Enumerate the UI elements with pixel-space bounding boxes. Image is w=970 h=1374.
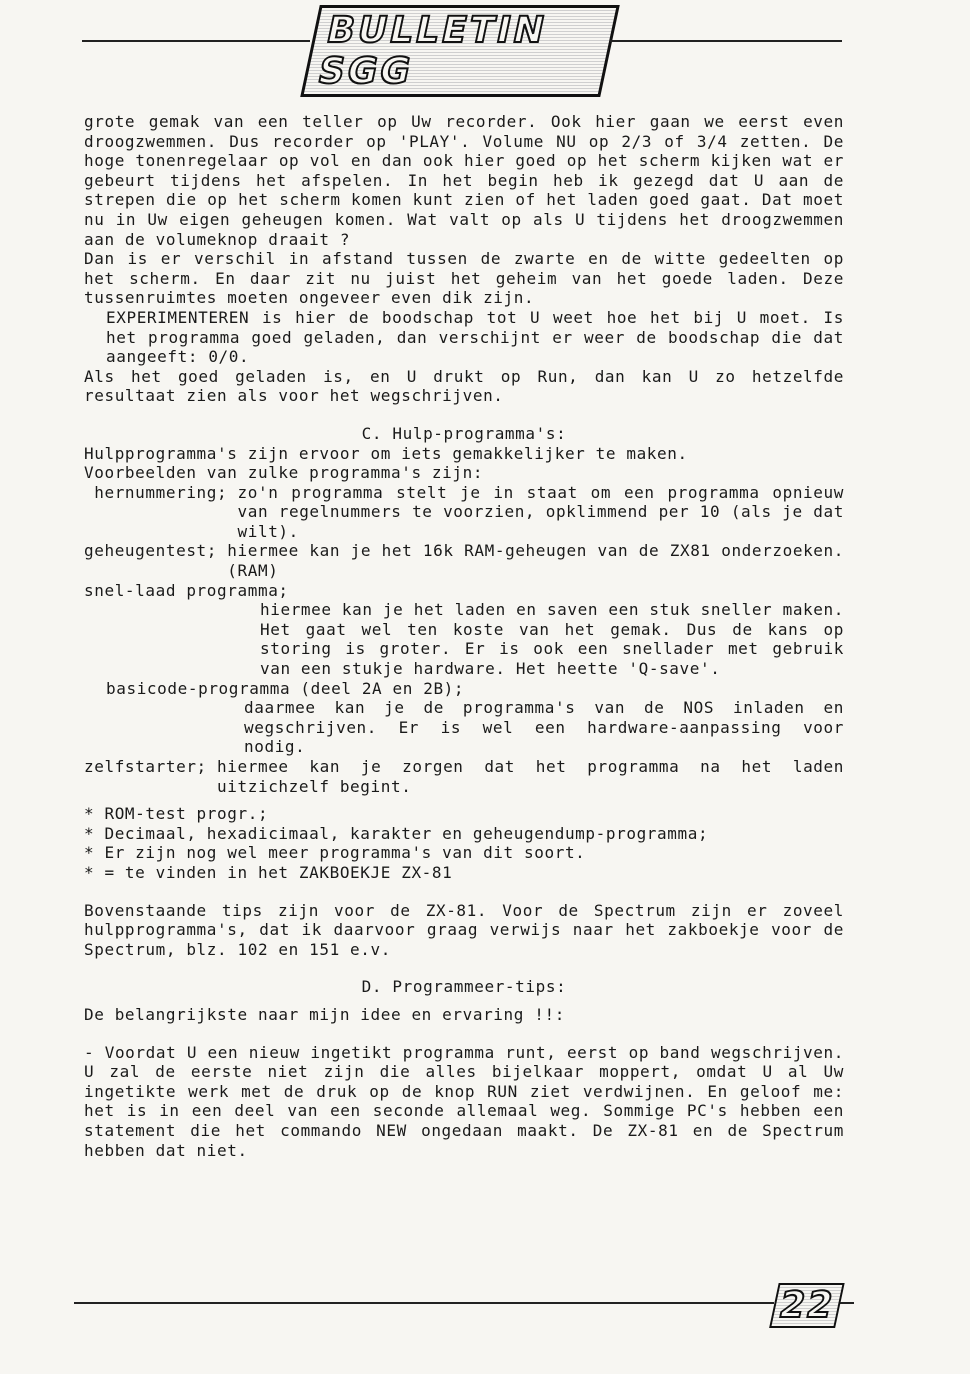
bullet-item: * = te vinden in het ZAKBOEKJE ZX-81 — [84, 862, 453, 882]
section-c-heading: C. Hulp-programma's: — [361, 423, 567, 443]
list-item-term: geheugentest; — [84, 541, 228, 561]
paragraph-4: Als het goed geladen is, en U drukt op Run, dan kan U zo hetzelfde resultaat zien als voor het wegschrijven. — [84, 366, 844, 406]
list-item — [84, 483, 844, 542]
list-item — [84, 757, 844, 796]
paragraph-2: Dan is er verschil in afstand tussen de zwarte en de witte gedeelten op het scherm. En daar zit nu juist het geheim van het goede laden. Deze tussenruimtes moeten ongeveer even dik zijn. — [84, 249, 844, 308]
bullet-list — [84, 804, 844, 882]
list-item-term: zelfstarter; — [84, 757, 218, 776]
section-d-tip: - Voordat U een nieuw ingetikt programma runt, eerst op band wegschrijven. U zal de eerste niet zijn die alles bijelkaar moppert, omdat U al Uw ingetikte werk met de druk op de knop RUN ziet verdwijnen. En geloof me: het is in een deel van een seconde allemaal weg. Sommige PC's hebben een statement die het commando NEW ongedaan maakt. De ZX-81 en de Spectrum hebben dat niet. — [84, 1042, 844, 1160]
list-item-desc: hiermee kan je het laden en saven een stuk sneller maken. Het gaat wel ten koste van het gemak. Dus de kans op storing is groter. Er is ook een snellader met gebruik van een stukje hardware. Het heette 'Q-save'. — [260, 600, 844, 679]
list-item — [84, 679, 844, 757]
helper-program-list — [84, 483, 844, 797]
header-rule-right — [610, 40, 842, 42]
paragraph-3: EXPERIMENTEREN is hier de boodschap tot U weet hoe het bij U moet. Is het programma goed geladen, dan verschijnt er weer de boodschap die dat aangeeft: 0/0. — [106, 307, 844, 367]
list-item-desc: hiermee kan je zorgen dat het programma na het laden uitzichzelf begint. — [217, 757, 844, 796]
paragraph-1: grote gemak van een teller op Uw recorder. Ook hier gaan we eerst even droogzwemmen. Dus recorder op 'PLAY'. Volume NU op 2/3 of 3/4 zetten. De hoge tonenregelaar op vol en dan ook hier goed op het scherm kijken wat er gebeurt tijdens het afspelen. In het begin heb ik gezegd dat U aan de strepen die op het scherm komen kunt zien of het laden goed gaat. Dat moet nu in Uw eigen geheugen komen. Wat valt op als U tijdens het droogzwemmen aan de volumeknop draait ? — [84, 112, 844, 249]
page-number: 22 — [769, 1283, 845, 1328]
footer-rule-left — [74, 1302, 774, 1304]
list-item-term: hernummering; — [84, 482, 238, 502]
list-item — [84, 581, 844, 679]
page-number-box — [774, 1284, 841, 1326]
header-rule-left — [82, 40, 310, 42]
footer-rule-right — [840, 1302, 854, 1304]
list-item-desc: daarmee kan je de programma's van de NOS inladen en wegschrijven. Er is wel een hardware-aanpassing voor nodig. — [244, 698, 844, 757]
bulletin-logo — [310, 10, 610, 92]
section-c-intro-2: Voorbeelden van zulke programma's zijn: — [84, 463, 484, 483]
list-item-term: basicode-programma (deel 2A en 2B); — [106, 678, 465, 698]
list-item-term: snel-laad programma; — [84, 580, 289, 600]
section-c-intro-1: Hulpprogramma's zijn ervoor om iets gemakkelijker te maken. — [84, 443, 688, 463]
bulletin-title: BULLETIN SGG — [314, 10, 551, 92]
bullet-item: * ROM-test progr.; — [84, 804, 269, 824]
section-c-outro: Bovenstaande tips zijn voor de ZX-81. Voor de Spectrum zijn er zoveel hulpprogramma's, dat ik daarvoor graag verwijs naar het zakboekje voor de Spectrum, blz. 102 en 151 e.v. — [84, 900, 844, 959]
bullet-item: * Decimaal, hexadicimaal, karakter en geheugendump-programma; — [84, 823, 709, 843]
section-d-heading: D. Programmeer-tips: — [361, 977, 567, 997]
bullet-item: * Er zijn nog wel meer programma's van dit soort. — [84, 843, 586, 863]
section-d-intro: De belangrijkste naar mijn idee en ervaring !!: — [84, 1004, 565, 1024]
article-body — [84, 112, 844, 1160]
list-item-desc: hiermee kan je het 16k RAM-geheugen van de ZX81 onderzoeken. (RAM) — [227, 541, 844, 581]
list-item-desc: zo'n programma stelt je in staat om een programma opnieuw van regelnummers te voorzien, opklimmend per 10 (als je dat wilt). — [237, 482, 844, 541]
list-item — [84, 541, 844, 580]
